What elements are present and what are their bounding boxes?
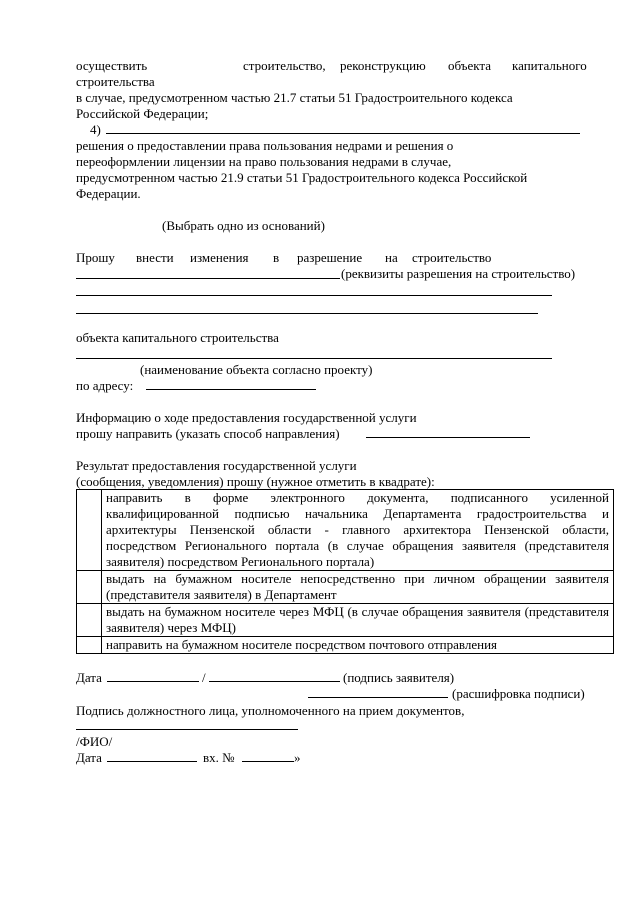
date-label: Дата [76, 670, 102, 685]
option-checkbox-3[interactable] [77, 604, 102, 637]
request-word-6: на [385, 250, 398, 265]
closing-quote: » [294, 750, 301, 765]
item-4-line-3: предусмотренном частью 21.9 статьи 51 Градостроительного кодекса Российской [76, 170, 528, 185]
option-text-2: выдать на бумажном носителе непосредственно при личном обращении заявителя (представителя заявителя) в Департамент [102, 571, 614, 604]
option-row [77, 604, 614, 637]
line-4: Российской Федерации; [76, 106, 209, 121]
item-4-line-2: переоформлении лицензии на право пользования недрами в случае, [76, 154, 452, 169]
date-line[interactable] [107, 681, 199, 682]
address-line[interactable] [146, 389, 316, 390]
item-4-number: 4) [90, 122, 101, 137]
address-label: по адресу: [76, 378, 134, 393]
decode-label: (расшифровка подписи) [452, 686, 585, 701]
line-1-word-4: объекта [448, 58, 492, 73]
option-text-3: выдать на бумажном носителе через МФЦ (в случае обращения заявителя (представителя заявителя) через МФЦ) [102, 604, 614, 637]
option-checkbox-1[interactable] [77, 490, 102, 571]
line-2: строительства [76, 74, 155, 89]
item-4-line-4: Федерации. [76, 186, 141, 201]
object-name-line[interactable] [76, 358, 552, 359]
options-table [76, 489, 614, 654]
signature-label: (подпись заявителя) [343, 670, 455, 685]
line-3: в случае, предусмотренном частью 21.7 статьи 51 Градостроительного кодекса [76, 90, 513, 105]
option-checkbox-2[interactable] [77, 571, 102, 604]
result-line-1: Результат предоставления государственной услуги [76, 458, 357, 473]
option-text-4: направить на бумажном носителе посредством почтового отправления [102, 637, 614, 654]
permit-details-line[interactable] [76, 278, 340, 279]
result-line-2: (сообщения, уведомления) прошу (нужное отметить в квадрате): [76, 474, 435, 489]
request-word-4: в [273, 250, 280, 265]
official-label: Подпись должностного лица, уполномоченного на прием документов, [76, 703, 465, 718]
option-text-1: направить в форме электронного документа, подписанного усиленной квалифицированной подписью начальника Департамента градостроительства и архитектуры Пензенской области - главного архитектора Пензенской области, посредством Регионального портала (в случае обращения заявителя (представителя заявителя) посредством Регионального портала) [102, 490, 614, 571]
blank-line-1[interactable] [76, 295, 552, 296]
item-4-line-1: решения о предоставлении права пользования недрами и решения о [76, 138, 454, 153]
choose-note: (Выбрать одно из оснований) [162, 218, 325, 233]
date2-line[interactable] [107, 761, 197, 762]
info-method-line[interactable] [366, 437, 530, 438]
signature-line[interactable] [209, 681, 340, 682]
incoming-number-line[interactable] [242, 761, 294, 762]
line-1-word-5: капитального [512, 58, 587, 73]
fio-label: /ФИО/ [76, 734, 113, 749]
info-line-1: Информацию о ходе предоставления государственной услуги [76, 410, 417, 425]
object-label: объекта капитального строительства [76, 330, 279, 345]
option-row [77, 490, 614, 571]
date2-label: Дата [76, 750, 102, 765]
official-line[interactable] [76, 729, 298, 730]
permit-details-label: (реквизиты разрешения на строительство) [341, 266, 576, 281]
line-1-word-1: осуществить [76, 58, 148, 73]
request-word-2: внести [136, 250, 174, 265]
request-word-5: разрешение [297, 250, 363, 265]
decode-line[interactable] [308, 697, 448, 698]
date-slash: / [202, 670, 206, 685]
info-line-2: прошу направить (указать способ направления) [76, 426, 340, 441]
request-word-1: Прошу [76, 250, 115, 265]
line-1-word-2: строительство, [243, 58, 326, 73]
option-row [77, 637, 614, 654]
object-name-hint: (наименование объекта согласно проекту) [140, 362, 373, 377]
incoming-number-label: вх. № [203, 750, 235, 765]
option-row [77, 571, 614, 604]
request-word-3: изменения [190, 250, 249, 265]
option-checkbox-4[interactable] [77, 637, 102, 654]
blank-line-2[interactable] [76, 313, 538, 314]
line-1-word-3: реконструкцию [340, 58, 426, 73]
request-word-7: строительство [412, 250, 492, 265]
item-4-fill-line [106, 133, 580, 134]
